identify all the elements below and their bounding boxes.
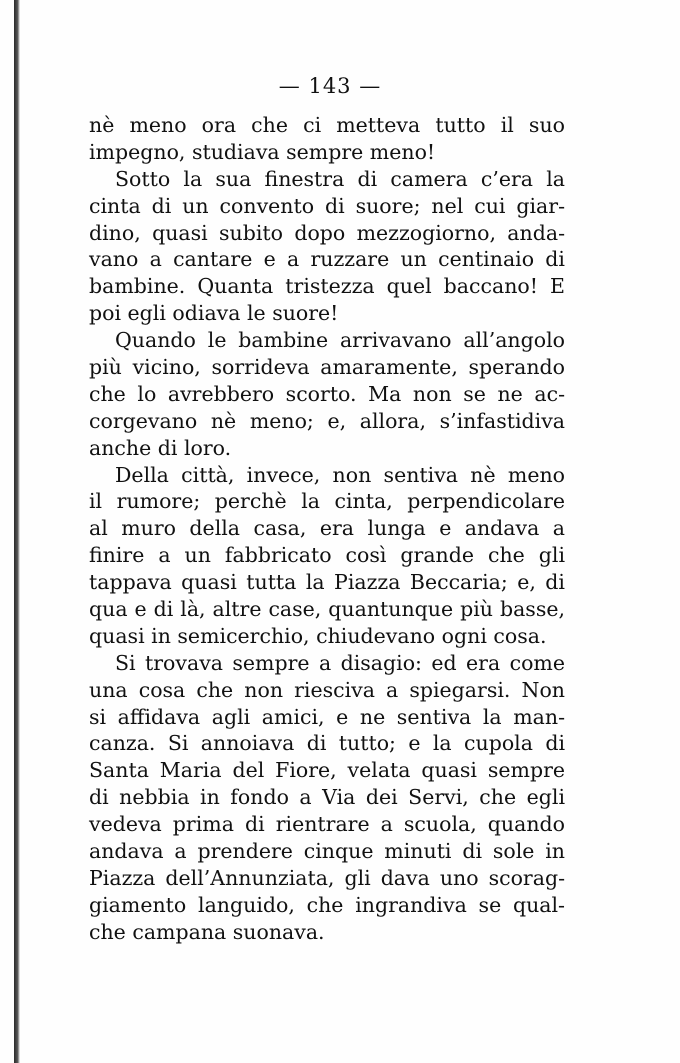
text-line: nè meno ora che ci metteva tutto il suo <box>89 113 565 137</box>
body-text <box>89 112 565 946</box>
text-line: quasi in semicerchio, chiudevano ogni cosa. <box>89 623 547 648</box>
text-line: Sotto la sua finestra di camera c’era la <box>115 166 565 191</box>
text-line: corgevano nè meno; e, allora, s’infastidiva <box>89 408 565 433</box>
text-line: bambine. Quanta tristezza quel baccano! E <box>89 274 565 299</box>
text-line: Quando le bambine arrivavano all’angolo <box>115 328 565 353</box>
text-line: vano a cantare e a ruzzare un centinaio di <box>89 247 565 272</box>
text-line: dino, quasi subito dopo mezzogiorno, anda- <box>89 220 565 245</box>
text-line: tappava quasi tutta la Piazza Beccaria; e, di <box>89 570 565 595</box>
text-line: giamento languido, che ingrandiva se qual- <box>89 892 565 917</box>
text-line: che lo avrebbero scorto. Ma non se ne ac- <box>89 381 565 406</box>
text-line: il rumore; perchè la cinta, perpendicolare <box>89 489 565 514</box>
text-line: andava a prendere cinque minuti di sole in <box>89 839 565 864</box>
text-line: una cosa che non riesciva a spiegarsi. Non <box>89 677 565 702</box>
text-line: Piazza dell’Annunziata, gli dava uno scorag- <box>89 865 565 890</box>
text-line: impegno, studiava sempre meno! <box>89 139 436 164</box>
text-line: più vicino, sorrideva amaramente, sperando <box>89 355 565 380</box>
text-line: canza. Si annoiava di tutto; e la cupola di <box>89 731 565 756</box>
text-line: cinta di un convento di suore; nel cui giar- <box>89 193 565 218</box>
text-line: vedeva prima di rientrare a scuola, quando <box>89 812 565 837</box>
text-line: Santa Maria del Fiore, velata quasi sempre <box>89 758 565 783</box>
text-line: finire a un fabbricato così grande che gli <box>89 543 565 568</box>
text-line: che campana suonava. <box>89 919 325 944</box>
text-line: al muro della casa, era lunga e andava a <box>89 516 565 541</box>
text-line: Si trovava sempre a disagio: ed era come <box>115 650 565 675</box>
text-line: si affidava agli amici, e ne sentiva la man- <box>89 704 565 729</box>
text-line: Della città, invece, non sentiva nè meno <box>115 462 565 487</box>
text-line: poi egli odiava le suore! <box>89 301 339 326</box>
text-line: di nebbia in fondo a Via dei Servi, che egli <box>89 785 565 810</box>
page-number: — 143 — <box>278 74 382 98</box>
text-line: qua e di là, altre case, quantunque più basse, <box>89 597 565 622</box>
text-line: anche di loro. <box>89 435 232 460</box>
page-binding-edge <box>14 0 20 1063</box>
